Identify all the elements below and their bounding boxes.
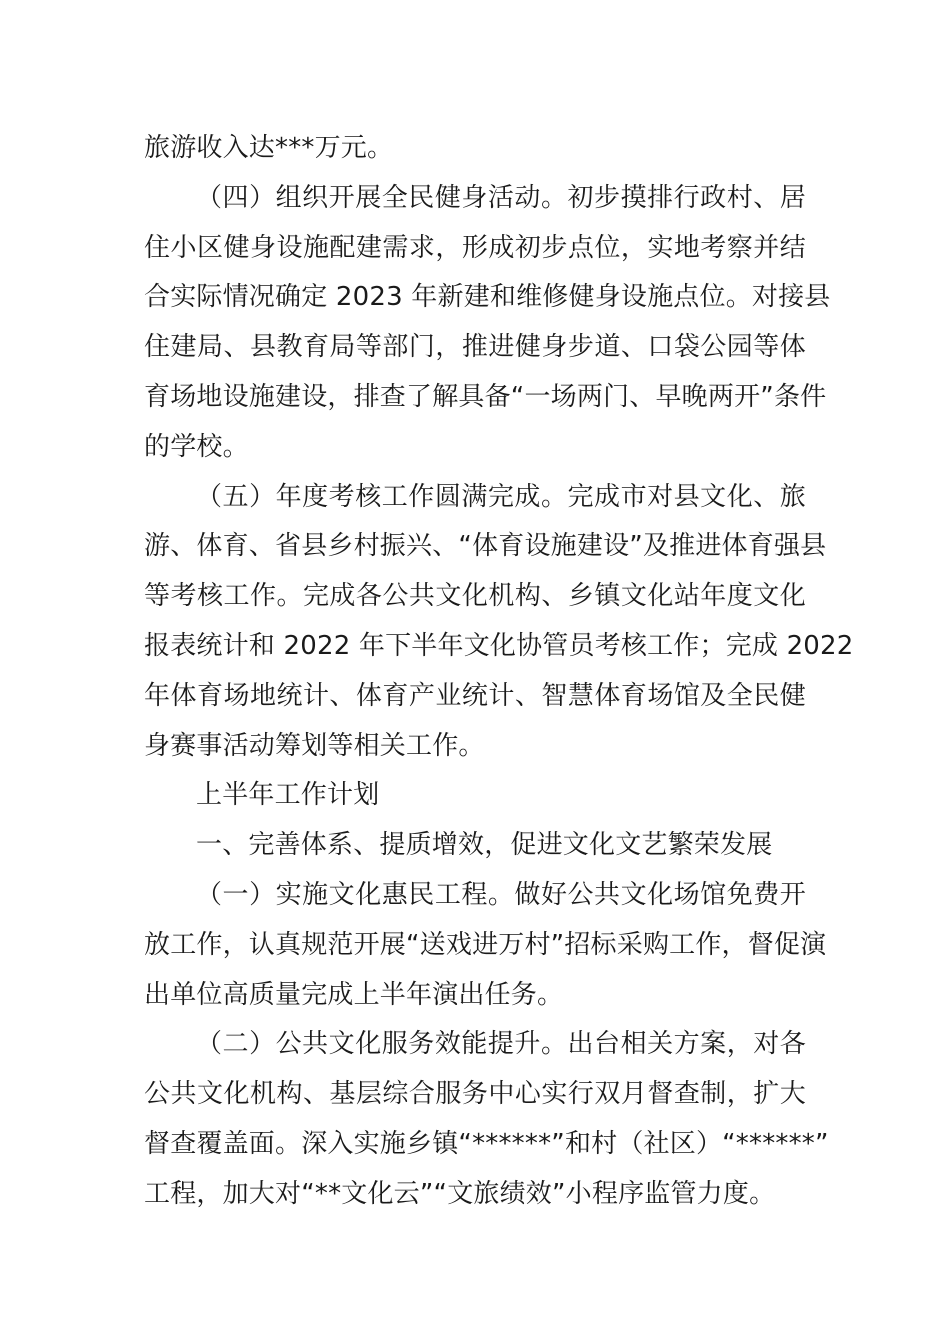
section-title: 上半年工作计划: [196, 780, 380, 811]
paragraph-heading-2: （二）公共文化服务效能提升。出台相关方案，对各: [196, 1029, 806, 1060]
paragraph-heading-5: （五）年度考核工作圆满完成。完成市对县文化、旅: [196, 481, 806, 512]
section-heading-1: 一、完善体系、提质增效，促进文化文艺繁荣发展: [196, 830, 773, 861]
text-line: 旅游收入达***万元。: [144, 133, 394, 163]
text-line: 住小区健身设施配建需求，形成初步点位，实地考察并结: [144, 232, 806, 263]
text-line: 放工作，认真规范开展“送戏进万村”招标采购工作，督促演: [144, 929, 827, 960]
document-body: [144, 124, 854, 1220]
text-line: 身赛事活动筹划等相关工作。: [144, 730, 485, 761]
text-line: 住建局、县教育局等部门，推进健身步道、口袋公园等体: [144, 332, 806, 363]
text-line: 游、体育、省县乡村振兴、“体育设施建设”及推进体育强县: [144, 531, 827, 562]
text-line: 年体育场地统计、体育产业统计、智慧体育场馆及全民健: [144, 680, 806, 711]
text-line: 等考核工作。完成各公共文化机构、乡镇文化站年度文化: [144, 581, 806, 612]
text-line: 工程，加大对“**文化云”“文旅绩效”小程序监管力度。: [144, 1178, 776, 1209]
text-line: 育场地设施建设，排查了解具备“一场两门、早晚两开”条件: [144, 381, 827, 412]
text-line: 报表统计和 2022 年下半年文化协管员考核工作；完成 2022: [144, 630, 854, 661]
paragraph-heading-4: （四）组织开展全民健身活动。初步摸排行政村、居: [196, 182, 806, 213]
text-line: 督查覆盖面。深入实施乡镇“******”和村（社区）“******”: [144, 1128, 829, 1159]
text-line: 合实际情况确定 2023 年新建和维修健身设施点位。对接县: [144, 282, 831, 313]
paragraph-heading-1: （一）实施文化惠民工程。做好公共文化场馆免费开: [196, 879, 806, 910]
text-line: 公共文化机构、基层综合服务中心实行双月督查制，扩大: [144, 1079, 806, 1110]
text-line: 出单位高质量完成上半年演出任务。: [144, 979, 564, 1010]
text-line: 的学校。: [144, 431, 249, 462]
